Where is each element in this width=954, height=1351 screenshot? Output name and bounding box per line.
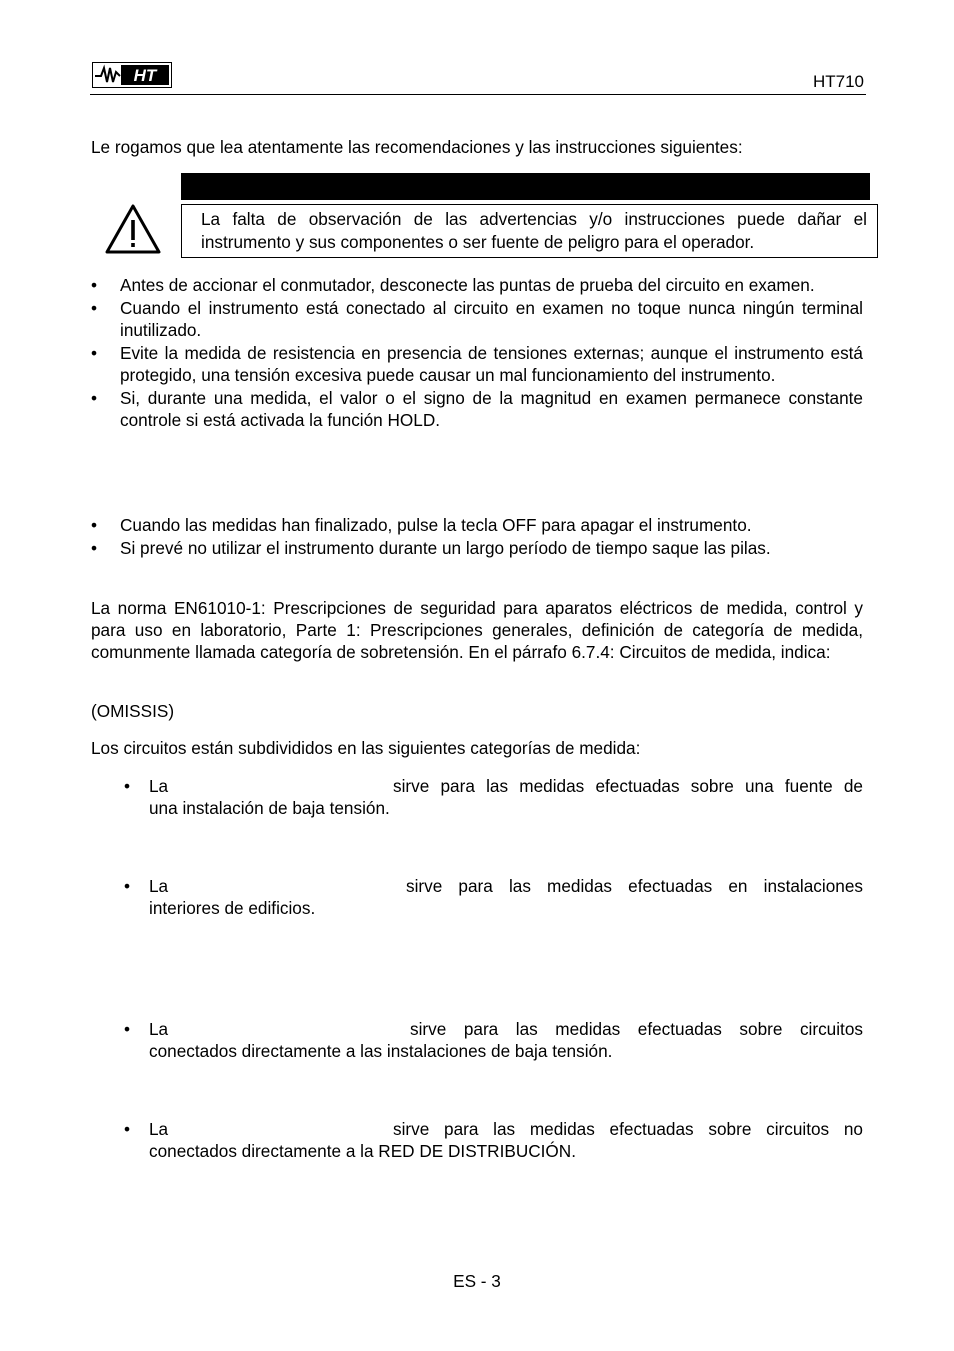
ht-logo <box>92 62 172 88</box>
after-use-list <box>91 514 863 560</box>
list-item: • Antes de accionar el conmutador, desconecte las puntas de prueba del circuito en examen. <box>91 275 815 295</box>
logo-text: HT <box>133 66 157 85</box>
list-item: • Cuando las medidas han finalizado, pulse la tecla OFF para apagar el instrumento. <box>91 515 752 535</box>
bullet-icon: • <box>123 1019 131 1039</box>
bullet-icon: • <box>91 275 98 295</box>
category-prefix: La <box>149 876 169 896</box>
list-item: • Evite la medida de resistencia en presencia de tensiones externas; aunque el instrumento está protegido, una tensión excesiva puede causar un mal funcionamiento del instrumento. <box>91 343 863 385</box>
page-number: ES - 3 <box>453 1271 501 1291</box>
category-prefix: La <box>149 1019 169 1039</box>
intro-text: Le rogamos que lea atentamente las recomendaciones y las instrucciones siguientes: <box>91 137 743 157</box>
omissis-text: (OMISSIS) <box>91 701 175 721</box>
category-text: sirve para las medidas efectuadas en instalaciones <box>406 876 863 896</box>
bullet-icon: • <box>91 388 98 408</box>
list-item: • Cuando el instrumento está conectado al circuito en examen no toque nunca ningún terminal inutilizado. <box>91 298 863 340</box>
category-text-cont: conectados directamente a las instalaciones de baja tensión. <box>149 1041 613 1061</box>
category-text-cont: conectados directamente a la RED DE DISTRIBUCIÓN. <box>149 1141 576 1161</box>
warning-triangle-icon <box>104 203 162 255</box>
list-item: • Si, durante una medida, el valor o el signo de la magnitud en examen permanece constante controle si está activada la función HOLD. <box>91 388 863 430</box>
bullet-icon: • <box>123 776 131 796</box>
category-text: sirve para las medidas efectuadas sobre una fuente de <box>393 776 863 796</box>
category-text-cont: interiores de edificios. <box>149 898 316 918</box>
category-text: sirve para las medidas efectuadas sobre circuitos no <box>393 1119 863 1139</box>
precautions-list <box>91 274 863 432</box>
categories-intro: Los circuitos están subdivididos en las siguientes categorías de medida: <box>91 738 641 758</box>
category-prefix: La <box>149 776 169 796</box>
warning-message: La falta de observación de las advertencias y/o instrucciones puede dañar el instrumento y sus componentes o ser fuente de peligro para el operador. <box>181 204 878 258</box>
bullet-icon: • <box>91 298 98 318</box>
bullet-icon: • <box>91 343 98 363</box>
category-text: sirve para las medidas efectuadas sobre circuitos <box>410 1019 863 1039</box>
bullet-icon: • <box>123 876 131 896</box>
list-item: • Si prevé no utilizar el instrumento durante un largo período de tiempo saque las pilas. <box>91 538 771 558</box>
model-name: HT710 <box>812 72 864 91</box>
norm-paragraph: La norma EN61010-1: Prescripciones de seguridad para aparatos eléctricos de medida, control y para uso en laboratorio, Parte 1: Prescripciones generales, definición de categoría de medida, comunmente llamada categoría de sobretensión. En el párrafo 6.7.4: Circuitos de medida, indica: <box>91 598 863 662</box>
category-text-cont: una instalación de baja tensión. <box>149 798 390 818</box>
header-divider <box>90 94 866 95</box>
category-prefix: La <box>149 1119 169 1139</box>
warning-title-bar <box>181 173 870 200</box>
bullet-icon: • <box>91 515 98 535</box>
bullet-icon: • <box>123 1119 131 1139</box>
bullet-icon: • <box>91 538 98 558</box>
